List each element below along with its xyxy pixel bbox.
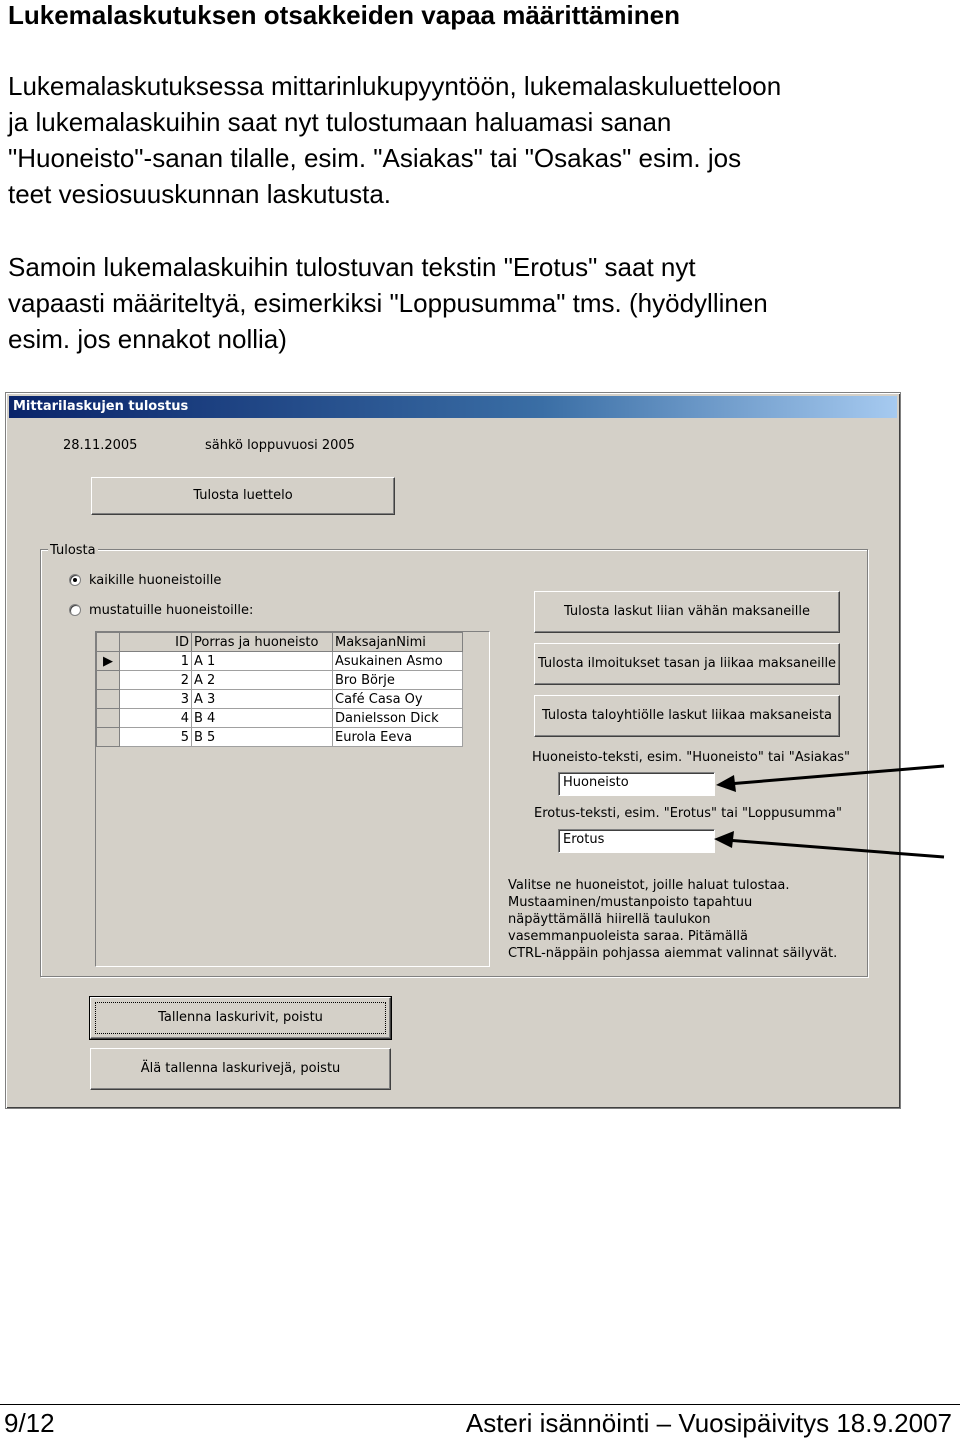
table-row[interactable] (97, 671, 463, 690)
apartment-grid[interactable] (95, 631, 490, 967)
paragraph-1-line: Lukemalaskutuksessa mittarinlukupyyntöön, lukemalaskuluetteloon (8, 71, 782, 101)
note-line: Mustaaminen/mustanpoisto tapahtuu (508, 895, 753, 910)
dialog-title: Mittarilaskujen tulostus (9, 396, 897, 418)
grid-header-payer: MaksajanNimi (333, 633, 463, 652)
note-line: CTRL-näppäin pohjassa aiemmat valinnat säilyvät. (508, 946, 838, 961)
paragraph-1-line: ja lukemalaskuihin saat nyt tulostumaan haluamasi sanan (8, 107, 672, 137)
print-association-button[interactable]: Tulosta taloyhtiölle laskut liikaa maksaneista (534, 695, 840, 737)
cell-payer: Danielsson Dick (333, 709, 463, 728)
table-row[interactable] (97, 709, 463, 728)
apartment-table (96, 632, 463, 747)
radio-marked-label[interactable]: mustatuille huoneistoille: (89, 603, 254, 618)
row-selector[interactable] (97, 709, 120, 728)
cell-apartment: A 3 (192, 690, 333, 709)
radio-all-label[interactable]: kaikille huoneistoille (89, 573, 222, 588)
exit-without-saving-button[interactable]: Älä tallenna laskurivejä, poistu (90, 1048, 391, 1090)
cell-id: 3 (120, 690, 192, 709)
paragraph-2-line: Samoin lukemalaskuihin tulostuvan tekstin "Erotus" saat nyt (8, 252, 696, 282)
publication-title: Asteri isännöinti – Vuosipäivitys 18.9.2007 (465, 1408, 952, 1438)
cell-apartment: A 1 (192, 652, 333, 671)
cell-payer: Asukainen Asmo (333, 652, 463, 671)
paragraph-2-line: vapaasti määriteltyä, esimerkiksi "Loppusumma" tms. (hyödyllinen (8, 288, 768, 318)
cell-payer: Bro Börje (333, 671, 463, 690)
table-row[interactable] (97, 690, 463, 709)
save-and-exit-label: Tallenna laskurivit, poistu (158, 1010, 323, 1025)
row-selector[interactable] (97, 728, 120, 747)
row-selector[interactable] (97, 690, 120, 709)
print-group-label: Tulosta (50, 543, 96, 558)
radio-marked-apartments[interactable] (69, 604, 81, 616)
paragraph-2 (8, 249, 952, 357)
dialog-description: sähkö loppuvuosi 2005 (205, 438, 355, 453)
dialog-date: 28.11.2005 (63, 438, 138, 453)
cell-id: 1 (120, 652, 192, 671)
footer-divider (0, 1404, 960, 1405)
paragraph-1 (8, 68, 952, 212)
save-and-exit-button[interactable] (90, 997, 391, 1039)
grid-header-apartment: Porras ja huoneisto (192, 633, 333, 652)
apartment-text-label: Huoneisto-teksti, esim. "Huoneisto" tai "Asiakas" (532, 750, 851, 765)
note-line: Valitse ne huoneistot, joille haluat tulostaa. (508, 878, 790, 893)
table-row[interactable] (97, 728, 463, 747)
radio-all-apartments[interactable] (69, 574, 81, 586)
note-line: näpäyttämällä hiirellä taulukon (508, 912, 711, 927)
paragraph-2-line: esim. jos ennakot nollia) (8, 324, 287, 354)
cell-payer: Café Casa Oy (333, 690, 463, 709)
paragraph-1-line: "Huoneisto"-sanan tilalle, esim. "Asiakas" tai "Osakas" esim. jos (8, 143, 742, 173)
print-underpaid-button[interactable]: Tulosta laskut liian vähän maksaneille (534, 591, 840, 633)
grid-header-row (97, 633, 463, 652)
cell-id: 5 (120, 728, 192, 747)
cell-id: 2 (120, 671, 192, 690)
print-notices-button[interactable]: Tulosta ilmoitukset tasan ja liikaa maksaneille (534, 643, 840, 685)
row-selector[interactable] (97, 671, 120, 690)
cell-apartment: B 5 (192, 728, 333, 747)
paragraph-1-line: teet vesiosuuskunnan laskutusta. (8, 179, 392, 209)
row-selector[interactable]: ▶ (97, 652, 120, 671)
cell-payer: Eurola Eeva (333, 728, 463, 747)
apartment-text-input[interactable]: Huoneisto (558, 772, 715, 796)
page-heading: Lukemalaskutuksen otsakkeiden vapaa määrittäminen (8, 0, 680, 30)
print-list-button[interactable]: Tulosta luettelo (91, 477, 395, 515)
page-number: 9/12 (4, 1408, 55, 1438)
difference-text-input[interactable]: Erotus (558, 829, 715, 853)
grid-corner (97, 633, 120, 652)
instructions-note (508, 877, 837, 962)
grid-header-id: ID (120, 633, 192, 652)
difference-text-label: Erotus-teksti, esim. "Erotus" tai "Loppusumma" (534, 806, 842, 821)
note-line: vasemmanpuoleista saraa. Pitämällä (508, 929, 748, 944)
print-dialog-screenshot (5, 392, 901, 1109)
table-row[interactable] (97, 652, 463, 671)
cell-id: 4 (120, 709, 192, 728)
focus-rectangle (95, 1002, 386, 1034)
cell-apartment: B 4 (192, 709, 333, 728)
cell-apartment: A 2 (192, 671, 333, 690)
